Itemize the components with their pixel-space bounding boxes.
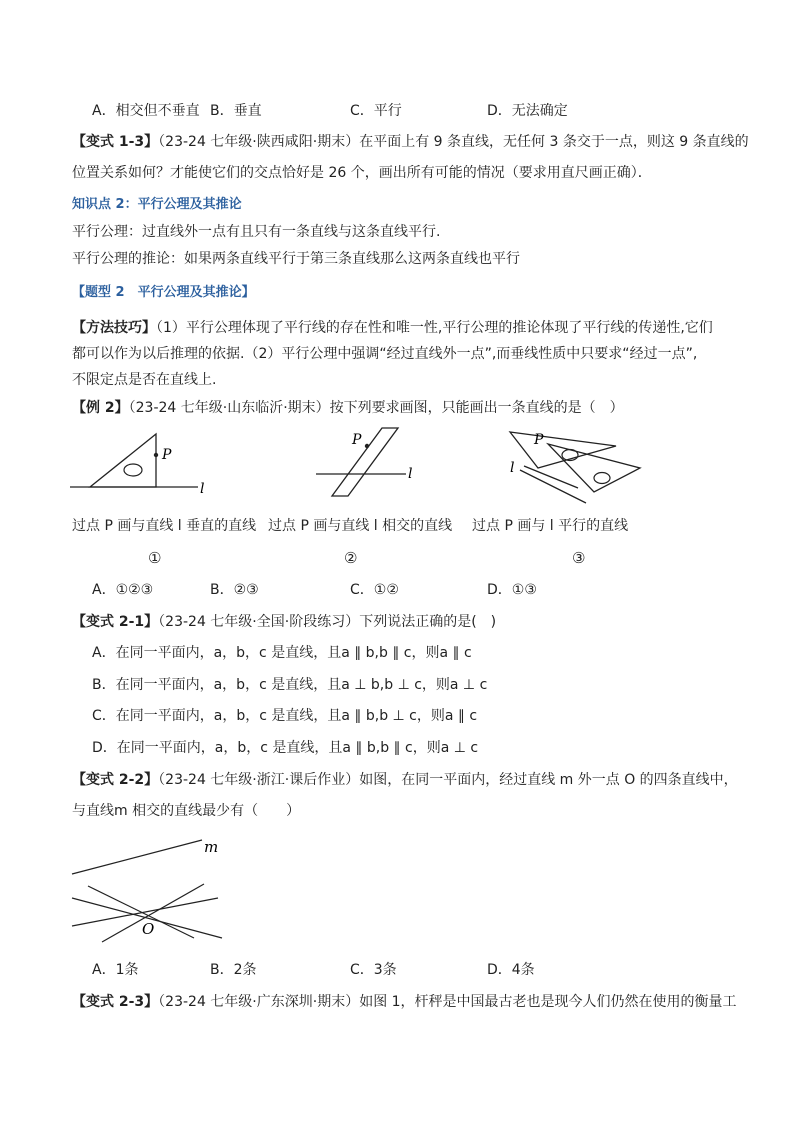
option-d[interactable]: D．在同一平面内，a，b，c 是直线，且a ∥ b,b ∥ c，则a ⊥ c	[92, 740, 479, 756]
label-m: m	[204, 838, 219, 856]
line-l	[524, 466, 578, 488]
method-text: （1）平行公理体现了平行线的存在性和唯一性,平行公理的推论体现了平行线的传递性,它们	[156, 320, 713, 336]
set-square-hole	[594, 473, 610, 484]
figure-lines-through-o	[70, 836, 230, 946]
set-square	[90, 434, 156, 487]
variant-2-2	[72, 770, 738, 790]
label-o: O	[142, 920, 155, 938]
variant-text: （23-24 七年级·浙江·课后作业）如图，在同一平面内，经过直线 m 外一点 O 的四条直线中，	[158, 772, 738, 788]
option-c[interactable]: C．在同一平面内，a，b，c 是直线，且a ∥ b,b ⊥ c，则a ∥ c	[92, 708, 478, 724]
set-square-lower	[548, 444, 640, 492]
variant-text-cont: 位置关系如何？才能使它们的交点恰好是 26 个，画出所有可能的情况（要求用直尺画正确）．	[72, 165, 652, 181]
option-a[interactable]: A．①②③	[92, 582, 154, 598]
type-title: 【题型 2 平行公理及其推论】	[72, 285, 255, 300]
example-text: （23-24 七年级·山东临沂·期末）按下列要求画图，只能画出一条直线的是（ ）	[128, 400, 624, 416]
variant-1-3	[72, 132, 749, 152]
label-p: P	[162, 447, 172, 463]
figure-number-1: ①	[148, 549, 162, 567]
ruler-edge	[520, 470, 586, 503]
figure-number-2: ②	[344, 549, 358, 567]
option-c[interactable]: C．3条	[350, 962, 397, 978]
variant-tag: 【变式 1-3】	[72, 134, 159, 150]
label-l: l	[408, 466, 413, 482]
line-through-o	[88, 886, 194, 938]
option-b[interactable]: B．垂直	[210, 103, 262, 119]
option-a[interactable]: A．1条	[92, 962, 139, 978]
figure-intersect	[316, 426, 426, 501]
caption-3: 过点 P 画与 l 平行的直线	[472, 518, 629, 534]
option-d[interactable]: D．①③	[487, 582, 537, 598]
variant-text: （23-24 七年级·广东深圳·期末）如图 1，杆秤是中国最古老也是现今人们仍然在使用的衡量工	[158, 994, 737, 1010]
option-c[interactable]: C．①②	[350, 582, 399, 598]
set-square-upper	[510, 432, 616, 468]
variant-2-1	[72, 612, 496, 632]
figure-parallel	[508, 430, 648, 505]
knowledge-point-title: 知识点 2：平行公理及其推论	[72, 197, 242, 212]
parallel-axiom-corollary: 平行公理的推论：如果两条直线平行于第三条直线那么这两条直线也平行	[72, 251, 520, 267]
variant-text-cont: 与直线m 相交的直线最少有（ ）	[72, 803, 301, 819]
ruler	[332, 428, 398, 496]
option-b[interactable]: B．在同一平面内，a，b，c 是直线，且a ⊥ b,b ⊥ c，则a ⊥ c	[92, 677, 488, 693]
parallel-axiom: 平行公理：过直线外一点有且只有一条直线与这条直线平行.	[72, 224, 441, 240]
variant-tag: 【变式 2-1】	[72, 614, 159, 630]
variant-tag: 【变式 2-3】	[72, 994, 159, 1010]
variant-2-3	[72, 992, 737, 1012]
label-p: P	[534, 432, 544, 448]
caption-2: 过点 P 画与直线 l 相交的直线	[268, 518, 453, 534]
option-a[interactable]: A．相交但不垂直	[92, 103, 200, 119]
example-2	[72, 398, 624, 418]
label-l: l	[200, 481, 205, 497]
variant-tag: 【变式 2-2】	[72, 772, 159, 788]
caption-1: 过点 P 画与直线 l 垂直的直线	[72, 518, 257, 534]
set-square-hole	[124, 464, 142, 476]
example-tag: 【例 2】	[72, 400, 129, 416]
figure-number-3: ③	[572, 549, 586, 567]
option-b[interactable]: B．2条	[210, 962, 257, 978]
label-p: P	[352, 432, 362, 448]
method-text-2: 都可以作为以后推理的依据.（2）平行公理中强调“经过直线外一点”,而垂线性质中只要求“经过一点”,	[72, 346, 698, 362]
option-d[interactable]: D．无法确定	[487, 103, 568, 119]
method-tag: 【方法技巧】	[72, 320, 156, 336]
option-d[interactable]: D．4条	[487, 962, 535, 978]
label-l: l	[510, 460, 515, 476]
figure-perpendicular	[70, 424, 220, 499]
variant-text: 在平面上有 9 条直线，无任何 3 条交于一点，则这 9 条直线的	[359, 134, 749, 150]
method-tip	[72, 318, 713, 338]
point-p	[365, 444, 369, 448]
line-m	[72, 840, 202, 874]
point-p	[154, 453, 158, 457]
option-a[interactable]: A．在同一平面内，a，b，c 是直线，且a ∥ b,b ∥ c，则a ∥ c	[92, 645, 472, 661]
option-b[interactable]: B．②③	[210, 582, 259, 598]
variant-source: （23-24 七年级·陕西咸阳·期末）	[158, 134, 360, 150]
method-text-3: 不限定点是否在直线上.	[72, 372, 217, 388]
option-c[interactable]: C．平行	[350, 103, 402, 119]
variant-text: （23-24 七年级·全国·阶段练习）下列说法正确的是( )	[158, 614, 497, 630]
